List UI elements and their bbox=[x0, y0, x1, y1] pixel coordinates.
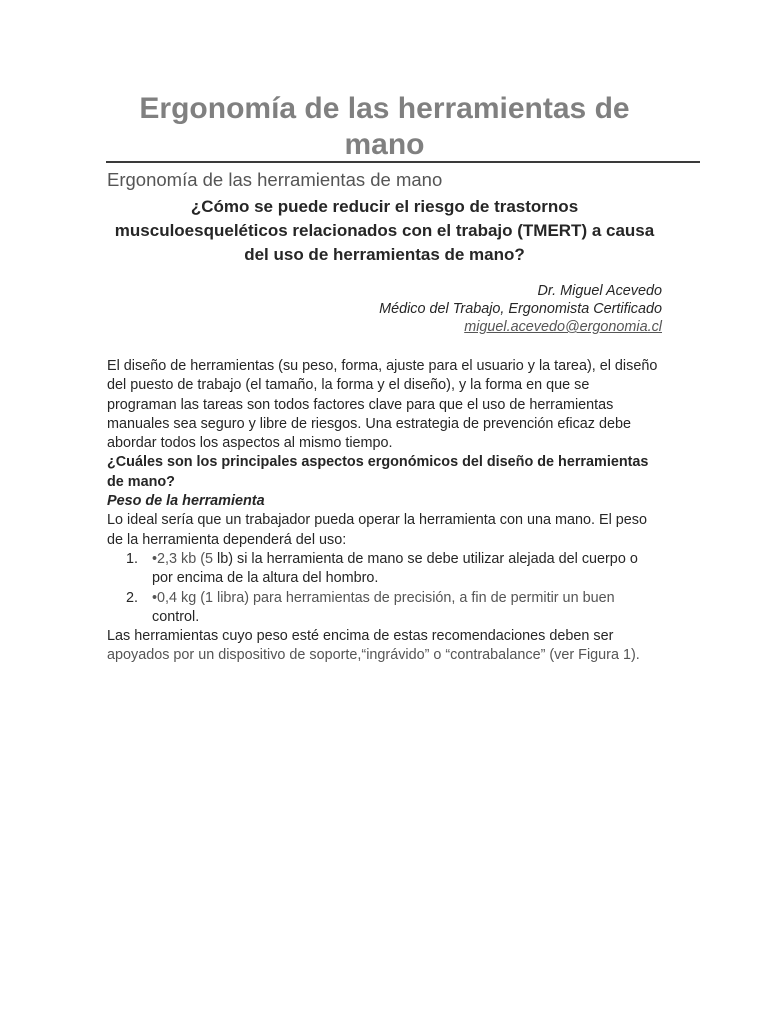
paragraph-line: de la herramienta dependerá del uso: bbox=[107, 531, 347, 548]
document-title: Ergonomía de las herramientas de mano bbox=[139, 92, 630, 161]
lead-question-line: musculoesqueléticos relacionados con el trabajo (TMERT) a causa bbox=[114, 221, 655, 240]
list-item-text: •0,4 kg (1 libra) para herramientas de precisión, a fin de permitir un buen bbox=[152, 589, 615, 606]
paragraph-line: abordar todos los aspectos al mismo tiempo. bbox=[107, 435, 393, 452]
section-question-line: ¿Cuáles son los principales aspectos ergonómicos del diseño de herramientas bbox=[107, 454, 649, 471]
article-body bbox=[107, 357, 662, 666]
section-question bbox=[107, 453, 662, 492]
weight-list bbox=[107, 550, 662, 627]
lead-question-line: del uso de herramientas de mano? bbox=[244, 245, 525, 264]
paragraph-line: Lo ideal sería que un trabajador pueda operar la herramienta con una mano. El peso bbox=[107, 512, 648, 529]
paragraph-line: apoyados por un dispositivo de soporte,“ingrávido” o “contrabalance” (ver Figura 1). bbox=[107, 647, 640, 664]
list-item-line bbox=[152, 569, 662, 588]
list-item-line bbox=[152, 550, 662, 569]
author-block bbox=[107, 282, 662, 336]
list-item-line bbox=[152, 589, 662, 608]
author-name: Dr. Miguel Acevedo bbox=[537, 283, 662, 299]
author-email-link[interactable]: miguel.acevedo@ergonomia.cl bbox=[464, 319, 662, 335]
section-heading-text: Peso de la herramienta bbox=[107, 493, 265, 510]
list-item-text: por encima de la altura del hombro. bbox=[152, 570, 379, 587]
paragraph-line: El diseño de herramientas (su peso, forma, ajuste para el usuario y la tarea), el diseño bbox=[107, 358, 658, 374]
list-item bbox=[107, 589, 662, 628]
title-divider bbox=[106, 161, 700, 163]
author-role: Médico del Trabajo, Ergonomista Certificado bbox=[379, 301, 662, 317]
paragraph-line: manuales sea seguro y libre de riesgos. Una estrategia de prevención eficaz debe bbox=[107, 415, 631, 432]
list-item-line bbox=[152, 608, 662, 627]
section-heading bbox=[107, 492, 662, 511]
document-subtitle: Ergonomía de las herramientas de mano bbox=[107, 169, 443, 190]
closing-paragraph bbox=[107, 627, 662, 666]
weight-paragraph bbox=[107, 511, 662, 550]
paragraph-line: del puesto de trabajo (el tamaño, la forma y el diseño), y la forma en que se bbox=[107, 377, 590, 394]
intro-paragraph bbox=[107, 357, 662, 453]
paragraph-line: programan las tareas son todos factores clave para que el uso de herramientas bbox=[107, 396, 614, 413]
lead-question-line: ¿Cómo se puede reducir el riesgo de trastornos bbox=[190, 197, 579, 216]
list-item-text: lb) si la herramienta de mano se debe utilizar alejada del cuerpo o bbox=[217, 550, 638, 567]
list-number: 1. bbox=[126, 550, 139, 567]
lead-question bbox=[107, 195, 662, 267]
list-item bbox=[107, 550, 662, 589]
list-item-text: control. bbox=[152, 608, 200, 625]
list-item-text: •2,3 kb (5 bbox=[152, 550, 214, 567]
paragraph-line: Las herramientas cuyo peso esté encima de estas recomendaciones deben ser bbox=[107, 628, 614, 645]
section-question-line: de mano? bbox=[107, 473, 175, 490]
list-number: 2. bbox=[126, 589, 139, 606]
